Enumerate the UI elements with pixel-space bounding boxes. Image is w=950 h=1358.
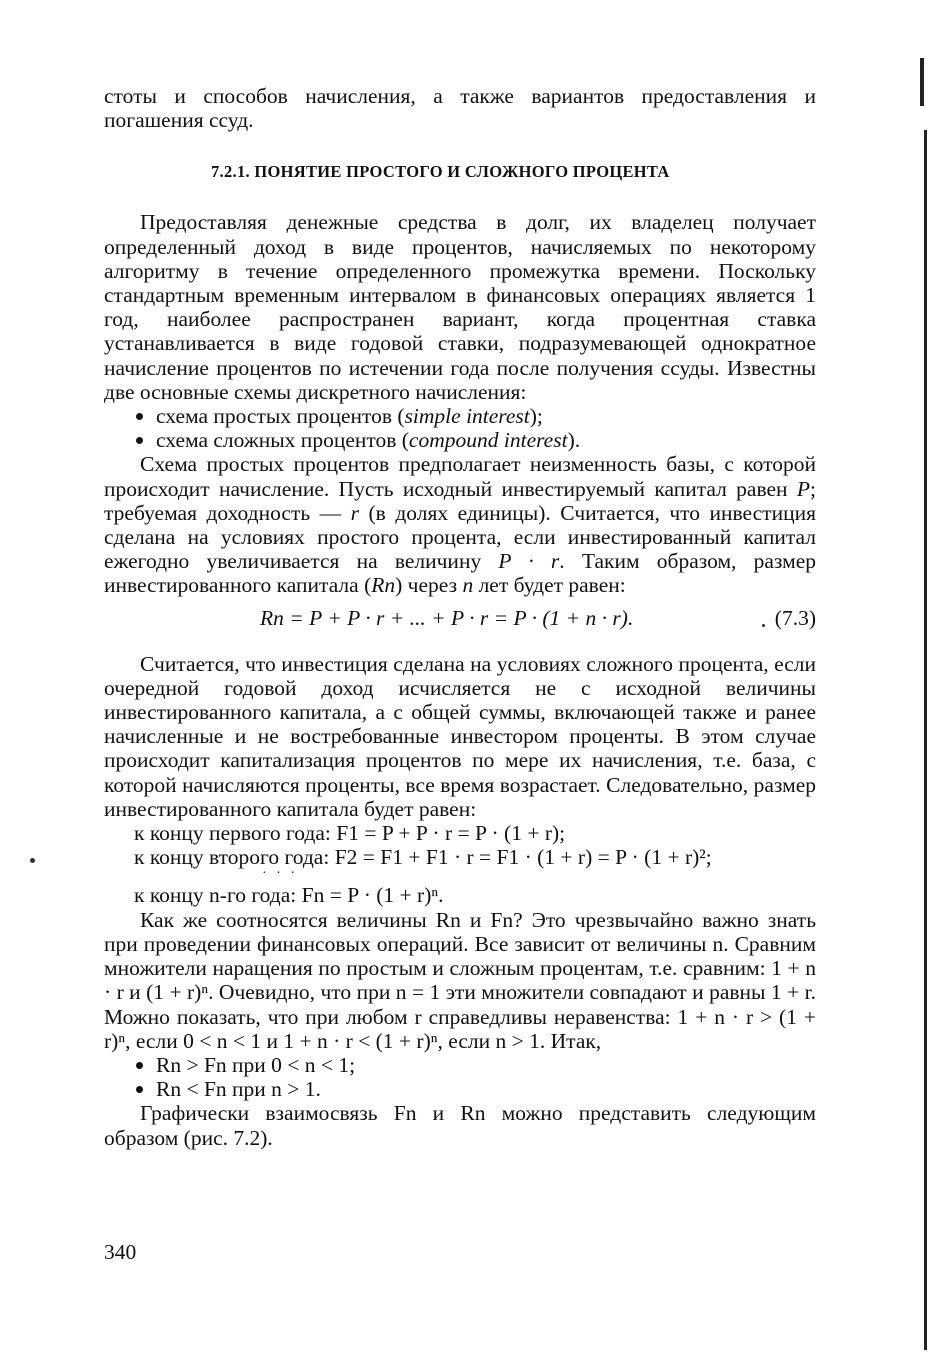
formula-simple-interest: Rn = P + P · r + ... + P · r = P · (1 + n · r). bbox=[260, 605, 634, 630]
compound-lines bbox=[104, 821, 816, 908]
paragraph-2: Схема простых процентов предполагает неизменность базы, с которой происходит начисление. Пусть исходный инвестируемый капитал равен P; требуемая доходность — r (в долях единицы). Считается, что инвестиция сделана на условиях простого процента, если инвестированный капитал ежегодно увеличивается на величину P · r. Таким образом, размер инвестированного капитала (Rn) через n лет будет равен: bbox=[104, 452, 817, 598]
section-heading: 7.2.1. ПОНЯТИЕ ПРОСТОГО И СЛОЖНОГО ПРОЦЕНТА bbox=[211, 162, 670, 182]
line-year-2: к концу второго года: F2 = F1 + F1 · r = F1 · (1 + r) = P · (1 + r)²; bbox=[134, 845, 712, 870]
paragraph-3: Считается, что инвестиция сделана на условиях сложного процента, если очередной годовой доход исчисляется не с исходной величины инвестированного капитала, а с общей суммы, включающей также и ранее начисленные и не востребованные инвестором проценты. В этом случае происходит капитализация процентов по мере их начисления, т.е. база, с которой начисляются проценты, все время возрастает. Следовательно, размер инвестированного капитала будет равен: bbox=[104, 651, 816, 821]
equation-block bbox=[104, 604, 816, 652]
list-item: Rn < Fn при n > 1. bbox=[134, 1077, 816, 1101]
list-item: Rn > Fn при 0 < n < 1; bbox=[134, 1053, 816, 1077]
page-number: 340 bbox=[104, 1240, 137, 1264]
line-year-1: к концу первого года: F1 = P + P · r = P · (1 + r); bbox=[134, 821, 566, 846]
intro-text: стоты и способов начисления, а также вариантов предоставления и погашения ссуд. bbox=[104, 84, 816, 133]
paragraph-1: Предоставляя денежные средства в долг, их владелец получает определенный доход в виде процентов, начисляемых по некоторому алгоритму в течение определенного промежутка времени. Поскольку стандартным временным интервалом в финансовых операциях является 1 год, наиболее распространен вариант, когда процентная ставка устанавливается в виде годовой ставки, подразумевающей однократное начисление процентов по истечении года после получения ссуды. Известны две основные схемы дискретного начисления: bbox=[104, 210, 816, 404]
ellipsis: · · · bbox=[262, 866, 298, 882]
book-page bbox=[104, 84, 816, 1150]
paragraph-5: Графически взаимосвязь Fn и Rn можно представить следующим образом (рис. 7.2). bbox=[104, 1101, 816, 1150]
inequality-list bbox=[104, 1053, 816, 1101]
scan-speck bbox=[30, 858, 35, 863]
equation-number: (7.3) bbox=[774, 605, 816, 630]
list-item: схема сложных процентов (compound interest). bbox=[134, 428, 816, 452]
paragraph-4: Как же соотносятся величины Rn и Fn? Это чрезвычайно важно знать при проведении финансовых операций. Все зависит от величины n. Сравним множители наращения по простым и сложным процентам, т.е. сравним: 1 + n · r и (1 + r)ⁿ. Очевидно, что при n = 1 эти множители совпадают и равны 1 + r. Можно показать, что при любом r справедливы неравенства: 1 + n · r > (1 + r)ⁿ, если 0 < n < 1 и 1 + n · r < (1 + r)ⁿ, если n > 1. Итак, bbox=[104, 907, 816, 1053]
scan-edge-mark bbox=[920, 58, 924, 106]
line-year-n: к концу n-го года: Fn = P · (1 + r)ⁿ. bbox=[134, 883, 444, 908]
scheme-list bbox=[104, 404, 816, 452]
scan-edge-line bbox=[924, 130, 927, 1350]
list-item: схема простых процентов (simple interest); bbox=[134, 404, 816, 428]
